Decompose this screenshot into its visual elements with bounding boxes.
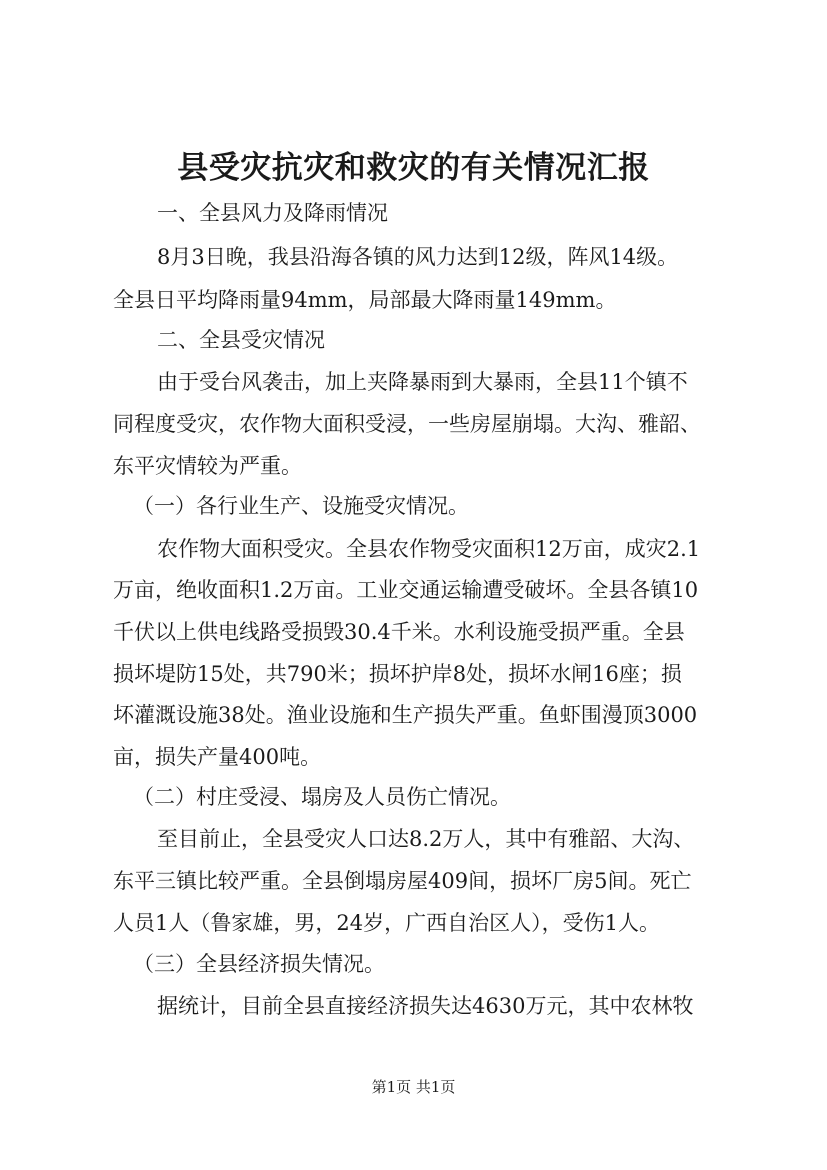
paragraph-line: 同程度受灾，农作物大面积受浸，一些房屋崩塌。大沟、雅韶、 — [113, 412, 701, 436]
paragraph-line: 东平灾情较为严重。 — [113, 454, 302, 478]
document-title: 县受灾抗灾和救灾的有关情况汇报 — [177, 150, 650, 186]
subsection-heading-3: （三）全县经济损失情况。 — [133, 952, 385, 976]
paragraph-line: 东平三镇比较严重。全县倒塌房屋409间，损坏厂房5间。死亡 — [113, 869, 692, 893]
subsection-heading-1: （一）各行业生产、设施受灾情况。 — [133, 494, 469, 518]
paragraph-line: 万亩，绝收面积1.2万亩。工业交通运输遭受破坏。全县各镇10 — [113, 578, 699, 602]
paragraph-line: 由于受台风袭击，加上夹降暴雨到大暴雨，全县11个镇不 — [157, 370, 688, 394]
page-footer: 第1页 共1页 — [371, 1078, 456, 1096]
paragraph-line: 至目前止，全县受灾人口达8.2万人，其中有雅韶、大沟、 — [157, 827, 695, 851]
paragraph-line: 亩，损失产量400吨。 — [113, 745, 322, 769]
paragraph-line: 据统计，目前全县直接经济损失达4630万元，其中农林牧 — [157, 994, 694, 1018]
paragraph-line: 人员1人（鲁家雄，男，24岁，广西自治区人），受伤1人。 — [113, 911, 660, 935]
section-heading-2: 二、全县受灾情况 — [157, 328, 325, 352]
paragraph-line: 坏灌溉设施38处。渔业设施和生产损失严重。鱼虾围漫顶3000 — [113, 703, 698, 727]
paragraph-line: 8月3日晚，我县沿海各镇的风力达到12级，阵风14级。 — [157, 245, 679, 269]
section-heading-1: 一、全县风力及降雨情况 — [157, 201, 388, 225]
paragraph-line: 损坏堤防15处，共790米；损坏护岸8处，损坏水闸16座；损 — [113, 662, 682, 686]
paragraph-line: 全县日平均降雨量94mm，局部最大降雨量149mm。 — [113, 288, 617, 312]
paragraph-line: 农作物大面积受灾。全县农作物受灾面积12万亩，成灾2.1 — [157, 537, 701, 561]
subsection-heading-2: （二）村庄受浸、塌房及人员伤亡情况。 — [133, 785, 511, 809]
paragraph-line: 千伏以上供电线路受损毁30.4千米。水利设施受损严重。全县 — [113, 620, 685, 644]
